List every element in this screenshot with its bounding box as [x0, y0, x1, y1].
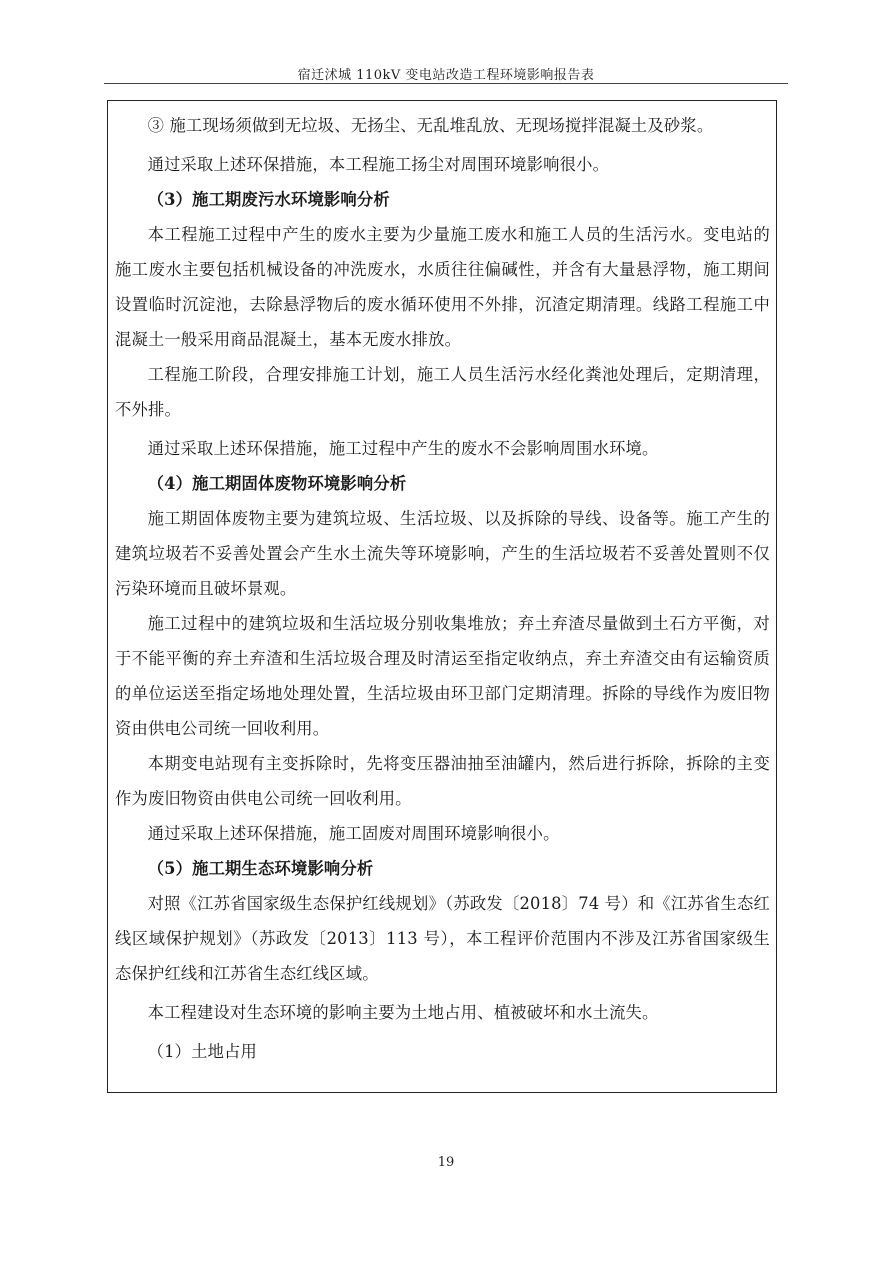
paragraph-transformer-removal: 本期变电站现有主变拆除时，先将变压器油抽至油罐内，然后进行拆除，拆除的主变作为废旧物资由供电公司统一回收利用。	[115, 754, 770, 808]
section-heading-ecology: （5）施工期生态环境影响分析	[147, 859, 374, 878]
paragraph-ecological-redline: 对照《江苏省国家级生态保护红线规划》（苏政发〔2018〕74 号）和《江苏省生态红线区域保护规划》（苏政发〔2013〕113 号），本工程评价范围内不涉及江苏省国家级生态保护红线和江苏省生态红线区域。	[115, 894, 770, 983]
paragraph-site-requirement: ③ 施工现场须做到无垃圾、无扬尘、无乱堆乱放、无现场搅拌混凝土及砂浆。	[147, 116, 714, 135]
paragraph-wastewater-sources: 本工程施工过程中产生的废水主要为少量施工废水和施工人员的生活污水。变电站的施工废水主要包括机械设备的冲洗废水，水质往往偏碱性，并含有大量悬浮物，施工期间设置临时沉淀池，去除悬浮物后的废水循环使用不外排，沉渣定期清理。线路工程施工中混凝土一般采用商品混凝土，基本无废水排放。	[115, 225, 770, 349]
paragraph-solid-waste-conclusion: 通过采取上述环保措施，施工固废对周围环境影响很小。	[147, 824, 560, 843]
subsection-heading-land-use: （1）土地占用	[147, 1042, 258, 1061]
paragraph-wastewater-conclusion: 通过采取上述环保措施，施工过程中产生的废水不会影响周围水环境。	[147, 439, 659, 458]
paragraph-dust-conclusion: 通过采取上述环保措施，本工程施工扬尘对周围环境影响很小。	[147, 155, 610, 174]
paragraph-solid-waste-handling: 施工过程中的建筑垃圾和生活垃圾分别收集堆放；弃土弃渣尽量做到土石方平衡，对于不能平衡的弃土弃渣和生活垃圾合理及时清运至指定收纳点，弃土弃渣交由有运输资质的单位运送至指定场地处理处置，生活垃圾由环卫部门定期清理。拆除的导线作为废旧物资由供电公司统一回收利用。	[115, 614, 770, 738]
header-divider	[104, 83, 788, 84]
paragraph-sewage-treatment: 工程施工阶段，合理安排施工计划，施工人员生活污水经化粪池处理后，定期清理，不外排。	[115, 365, 770, 419]
document-header-title: 宿迁沭城 110kV 变电站改造工程环境影响报告表	[297, 68, 595, 83]
paragraph-solid-waste-sources: 施工期固体废物主要为建筑垃圾、生活垃圾、以及拆除的导线、设备等。施工产生的建筑垃圾若不妥善处置会产生水土流失等环境影响，产生的生活垃圾若不妥善处置则不仅污染环境而且破坏景观。	[115, 509, 770, 598]
section-heading-wastewater: （3）施工期废污水环境影响分析	[147, 190, 390, 209]
paragraph-ecological-impact: 本工程建设对生态环境的影响主要为土地占用、植被破坏和水土流失。	[147, 1003, 659, 1022]
section-heading-solid-waste: （4）施工期固体废物环境影响分析	[147, 474, 407, 493]
report-body	[115, 108, 770, 1069]
page-number: 19	[437, 1155, 455, 1170]
